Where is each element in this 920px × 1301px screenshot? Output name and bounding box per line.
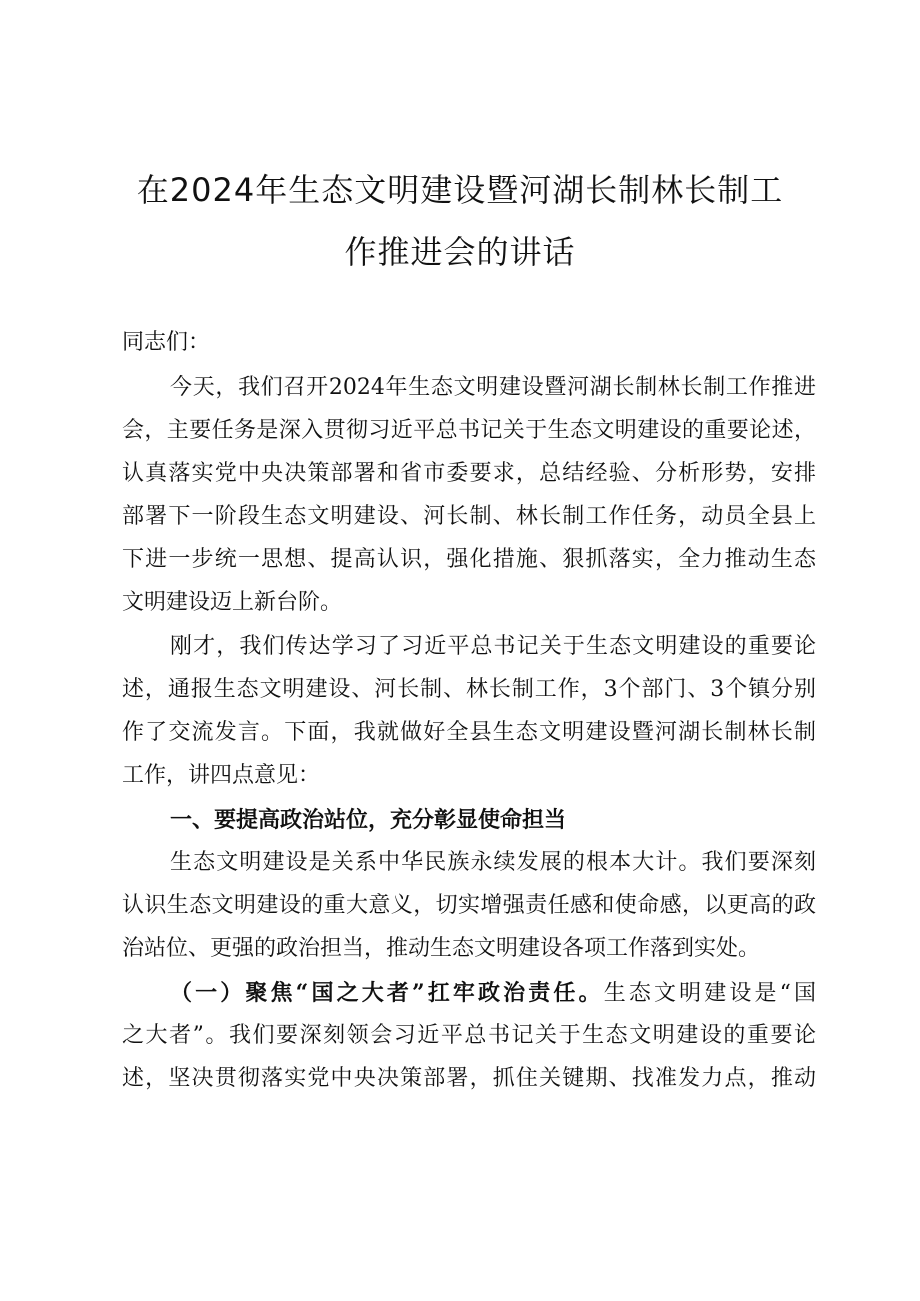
paragraph-3-line: 生态文明建设是关系中华民族永续发展的根本大计。我们要深刻 [170, 850, 816, 875]
paragraph-2-line: 刚才，我们传达学习了习近平总书记关于生态文明建设的重要论 [170, 634, 816, 659]
paragraph-4-first-line [170, 978, 816, 1008]
document-title-line-1: 在2024年生态文明建设暨河湖长制林长制工 [136, 171, 784, 209]
document-title-line-2: 作推进会的讲话 [344, 233, 576, 271]
paragraph-1-line: 部署下一阶段生态文明建设、河长制、林长制工作任务，动员全县上 [122, 504, 816, 529]
paragraph-3-line: 认识生态文明建设的重大意义，切实增强责任感和使命感，以更高的政 [122, 893, 816, 918]
paragraph-2-line: 工作，讲四点意见： [122, 763, 321, 788]
paragraph-2-line: 述，通报生态文明建设、河长制、林长制工作，3个部门、3个镇分别 [122, 677, 816, 702]
salutation: 同志们： [122, 330, 211, 355]
paragraph-1-line: 今天，我们召开2024年生态文明建设暨河湖长制林长制工作推进 [170, 375, 816, 400]
paragraph-4-first-rest: 生态文明建设是“国 [603, 981, 817, 1006]
paragraph-1-line: 认真落实党中央决策部署和省市委要求，总结经验、分析形势，安排 [122, 461, 816, 486]
paragraph-2-line: 作了交流发言。下面，我就做好全县生态文明建设暨河湖长制林长制 [122, 720, 816, 745]
paragraph-1-line: 文明建设迈上新台阶。 [122, 590, 343, 615]
paragraph-1-line: 会，主要任务是深入贯彻习近平总书记关于生态文明建设的重要论述， [122, 418, 816, 443]
paragraph-3-line: 治站位、更强的政治担当，推动生态文明建设各项工作落到实处。 [122, 936, 761, 961]
paragraph-4-line: 述，坚决贯彻落实党中央决策部署，抓住关键期、找准发力点，推动 [122, 1066, 816, 1091]
paragraph-4-line: 之大者”。我们要深刻领会习近平总书记关于生态文明建设的重要论 [122, 1023, 816, 1048]
section-heading-1: 一、要提高政治站位，充分彰显使命担当 [170, 807, 567, 833]
paragraph-1-line: 下进一步统一思想、提高认识，强化措施、狠抓落实，全力推动生态 [122, 547, 816, 572]
subsection-lead: （一）聚焦“国之大者”扛牢政治责任。 [170, 980, 604, 1006]
